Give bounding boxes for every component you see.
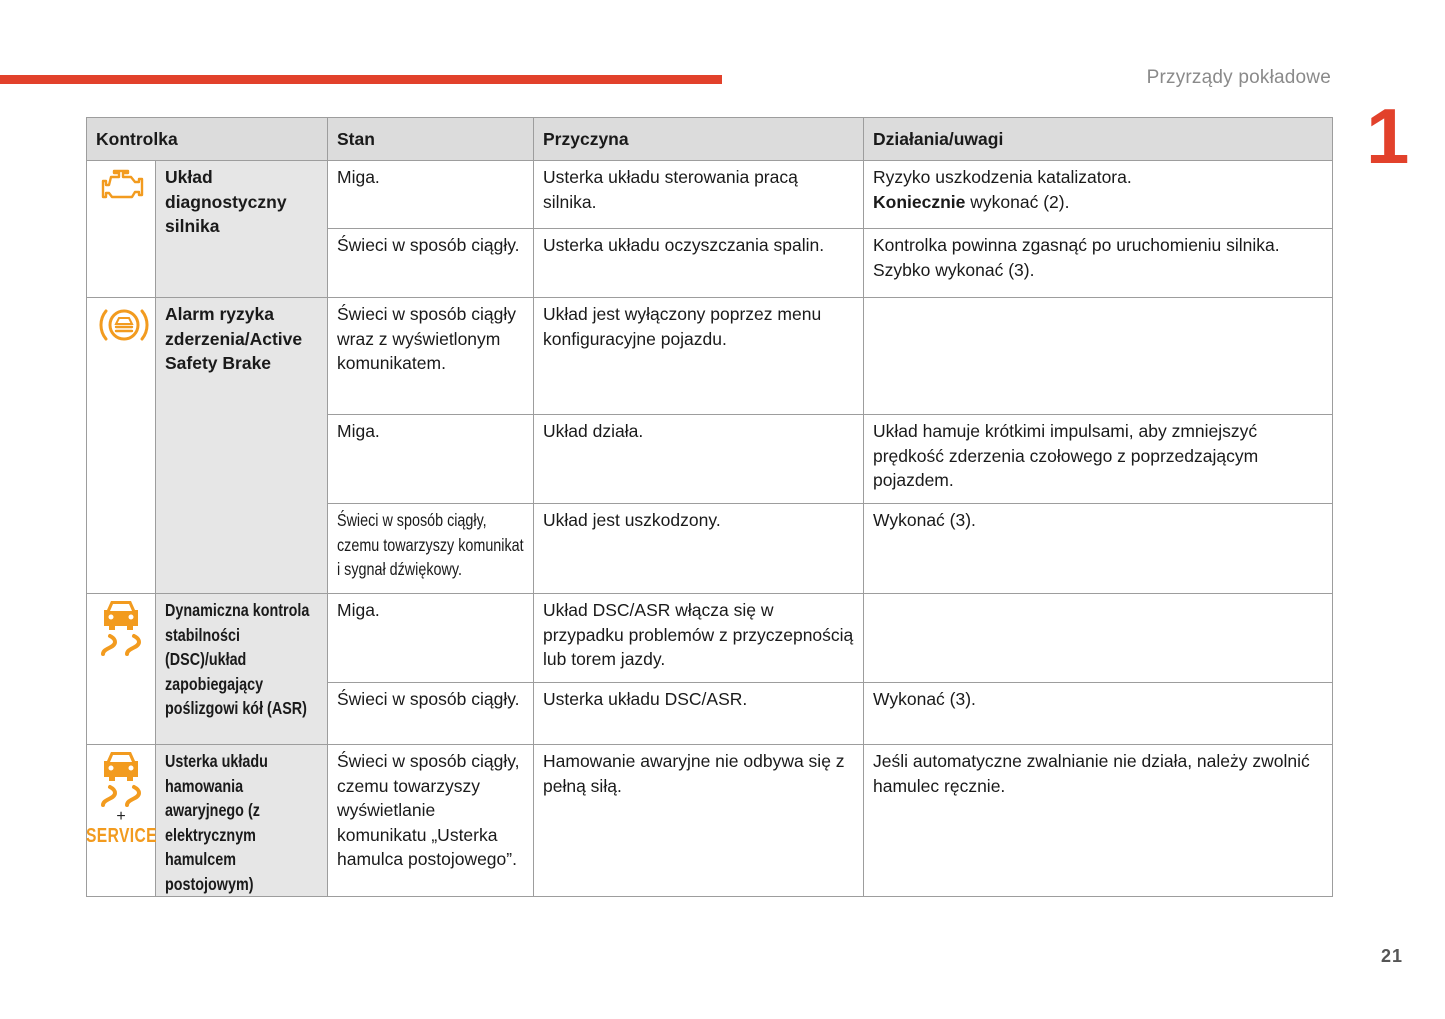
header-kontrolka: Kontrolka <box>87 118 328 161</box>
engine-check-icon <box>96 165 148 205</box>
dsc-r2-przyczyna: Usterka układu DSC/ASR. <box>534 683 864 745</box>
engine-name: Układ diagnostyczny silnika <box>156 161 328 298</box>
collision-r1-stan: Świeci w sposób ciągły wraz z wyświetlonym komunikatem. <box>328 298 534 415</box>
collision-r1-dzialania <box>864 298 1333 415</box>
collision-r3-stan-text: Świeci w sposób ciągły, czemu towarzyszy komunikat i sygnał dźwiękowy. <box>337 510 524 579</box>
emergency-icon-cell <box>87 745 156 897</box>
table-row <box>87 745 1333 897</box>
engine-r2-stan: Świeci w sposób ciągły. <box>328 229 534 298</box>
table-row <box>87 298 1333 415</box>
engine-r1-przyczyna: Usterka układu sterowania pracą silnika. <box>534 161 864 229</box>
collision-icon-cell <box>87 298 156 594</box>
table-row <box>87 161 1333 229</box>
engine-r1-dzialania-pre: Ryzyko uszkodzenia katalizatora. <box>873 167 1132 187</box>
plus-sign: + <box>116 808 126 825</box>
table-header-row <box>87 118 1333 161</box>
engine-icon-cell <box>87 161 156 298</box>
page-number: 21 <box>1381 946 1404 966</box>
dsc-r2-stan: Świeci w sposób ciągły. <box>328 683 534 745</box>
skid-car-service-icon <box>96 749 146 807</box>
emergency-r1-przyczyna: Hamowanie awaryjne nie odbywa się z pełną siłą. <box>534 745 864 897</box>
dsc-r1-stan: Miga. <box>328 594 534 683</box>
emergency-name: Usterka układu hamowania awaryjnego (z elektrycznym hamulcem postojowym) <box>165 751 268 894</box>
dsc-name: Dynamiczna kontrola stabilności (DSC)/układ zapobiegający poślizgowi kół (ASR) <box>165 600 310 718</box>
engine-r2-dzialania: Kontrolka powinna zgasnąć po uruchomieniu silnika. Szybko wykonać (3). <box>864 229 1333 298</box>
table-row <box>87 594 1333 683</box>
dsc-r1-przyczyna: Układ DSC/ASR włącza się w przypadku problemów z przyczepnością lub torem jazdy. <box>534 594 864 683</box>
header-accent-bar <box>0 75 722 84</box>
engine-r1-stan: Miga. <box>328 161 534 229</box>
engine-r1-dzialania-post: wykonać (2). <box>965 191 1070 212</box>
collision-r2-dzialania: Układ hamuje krótkimi impulsami, aby zmniejszyć prędkość zderzenia czołowego z poprzedzającym pojazdem. <box>864 415 1333 504</box>
collision-r1-przyczyna: Układ jest wyłączony poprzez menu konfiguracyjne pojazdu. <box>534 298 864 415</box>
collision-r3-dzialania: Wykonać (3). <box>864 504 1333 594</box>
collision-r3-stan <box>328 504 534 594</box>
dsc-r1-dzialania <box>864 594 1333 683</box>
warning-lights-table <box>86 117 1333 897</box>
dsc-icon-cell <box>87 594 156 745</box>
service-label: SERVICE <box>85 825 157 847</box>
emergency-r1-stan: Świeci w sposób ciągły, czemu towarzyszy wyświetlanie komunikatu „Usterka hamulca postojowego”. <box>328 745 534 897</box>
header-przyczyna: Przyczyna <box>534 118 864 161</box>
collision-r2-stan: Miga. <box>328 415 534 504</box>
collision-alert-icon <box>96 302 152 348</box>
engine-r1-dzialania-bold: Koniecznie <box>873 191 966 212</box>
skid-car-icon <box>96 598 146 656</box>
collision-r2-przyczyna: Układ działa. <box>534 415 864 504</box>
chapter-number: 1 <box>1366 92 1410 180</box>
emergency-r1-dzialania: Jeśli automatyczne zwalnianie nie działa, należy zwolnić hamulec ręcznie. <box>864 745 1333 897</box>
engine-r2-przyczyna: Usterka układu oczyszczania spalin. <box>534 229 864 298</box>
dsc-name-cell <box>156 594 328 745</box>
collision-r3-przyczyna: Układ jest uszkodzony. <box>534 504 864 594</box>
collision-name: Alarm ryzyka zderzenia/Active Safety Brake <box>156 298 328 594</box>
emergency-name-cell <box>156 745 328 897</box>
dsc-r2-dzialania: Wykonać (3). <box>864 683 1333 745</box>
header-stan: Stan <box>328 118 534 161</box>
header-dzialania: Działania/uwagi <box>864 118 1333 161</box>
section-title: Przyrządy pokładowe <box>1146 67 1331 88</box>
engine-r1-dzialania <box>864 161 1333 229</box>
